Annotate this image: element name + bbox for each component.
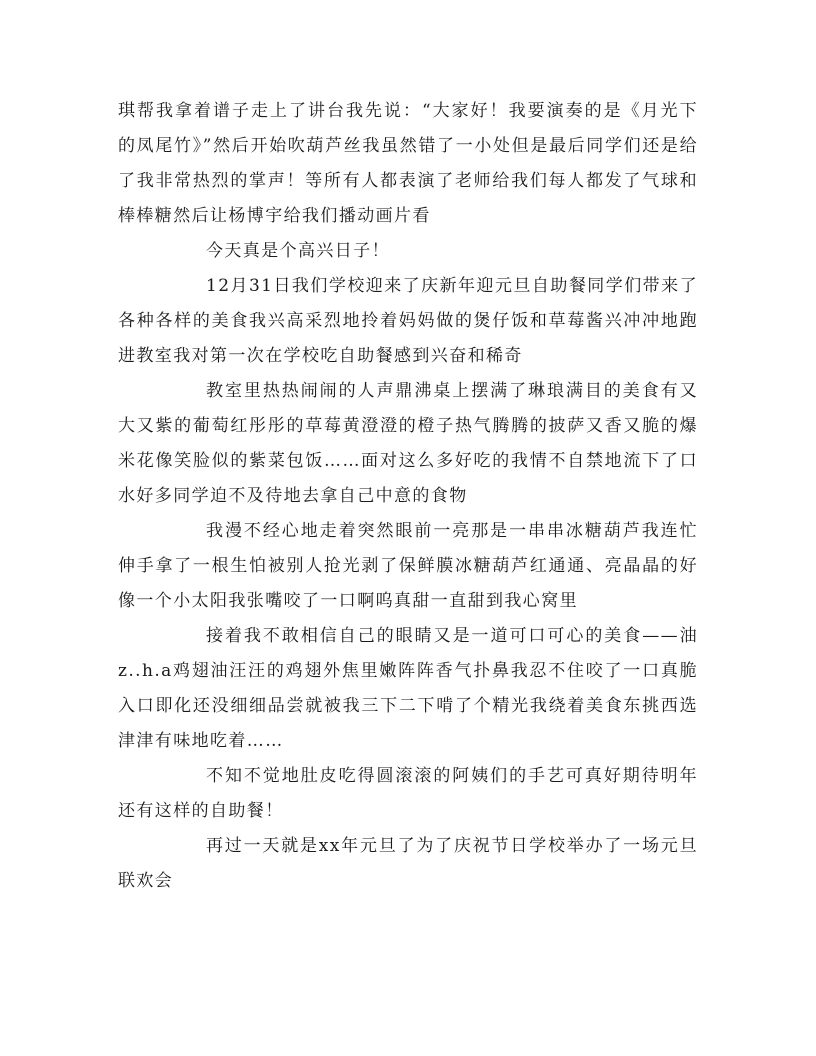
paragraph-2: 今天真是个高兴日子！	[206, 241, 390, 261]
paragraph-8: 再过一天就是xx年元旦了为了庆祝节日学校举办了一场元旦联欢会	[118, 836, 698, 891]
paragraph-4: 教室里热热闹闹的人声鼎沸桌上摆满了琳琅满目的美食有又大又紫的葡萄红彤彤的草莓黄澄澄的橙子热气腾腾的披萨又香又脆的爆米花像笑脸似的紫菜包饭……面对这么多好吃的我情不自禁地流下了口水好多同学迫不及待地去拿自己中意的食物	[118, 381, 698, 506]
paragraph-6: 接着我不敢相信自己的眼睛又是一道可口可心的美食——油z..h.a鸡翅油汪汪的鸡翅外焦里嫩阵阵香气扑鼻我忍不住咬了一口真脆入口即化还没细细品尝就被我三下二下啃了个精光我绕着美食东挑西选津津有味地吃着……	[118, 626, 698, 751]
paragraph-7: 不知不觉地肚皮吃得圆滚滚的阿姨们的手艺可真好期待明年还有这样的自助餐！	[118, 766, 698, 821]
paragraph-3: 12月31日我们学校迎来了庆新年迎元旦自助餐同学们带来了各种各样的美食我兴高采烈地拎着妈妈做的煲仔饭和草莓酱兴冲冲地跑进教室我对第一次在学校吃自助餐感到兴奋和稀奇	[118, 276, 698, 366]
paragraph-1: 琪帮我拿着谱子走上了讲台我先说：“大家好！我要演奏的是《月光下的凤尾竹》”然后开始吹葫芦丝我虽然错了一小处但是最后同学们还是给了我非常热烈的掌声！等所有人都表演了老师给我们每人都发了气球和棒棒糖然后让杨博宇给我们播动画片看	[118, 101, 698, 226]
document-body	[118, 94, 698, 899]
paragraph-5: 我漫不经心地走着突然眼前一亮那是一串串冰糖葫芦我连忙伸手拿了一根生怕被别人抢光剥了保鲜膜冰糖葫芦红通通、亮晶晶的好像一个小太阳我张嘴咬了一口啊呜真甜一直甜到我心窝里	[118, 521, 698, 611]
